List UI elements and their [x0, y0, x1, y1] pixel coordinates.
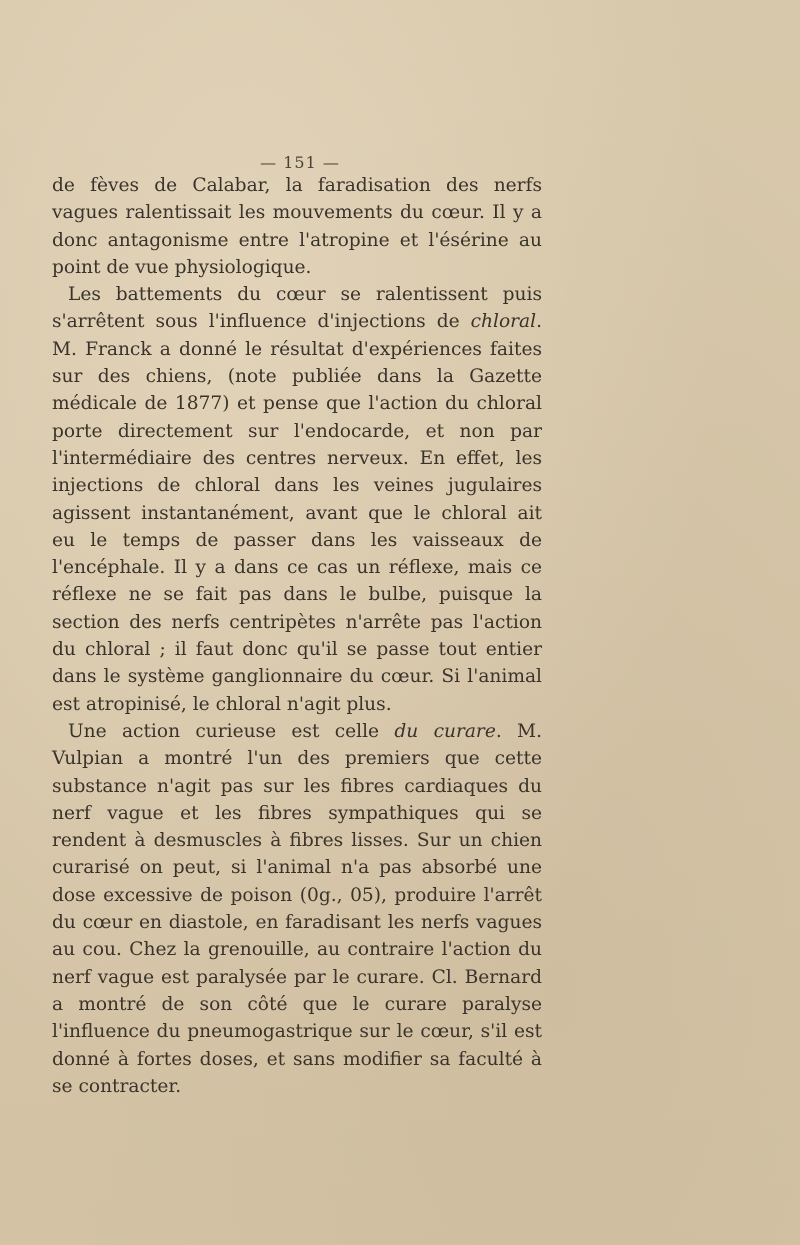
paragraph-3-italic-curare: du curare	[394, 720, 496, 742]
paragraph-2	[52, 281, 542, 718]
paragraph-3-text-a: Une action curieuse est celle	[68, 720, 395, 742]
page-number: — 151 —	[260, 153, 340, 172]
paragraph-3	[52, 718, 542, 1100]
body-text	[52, 172, 542, 1100]
paragraph-1-text: de fèves de Calabar, la faradisation des nerfs vagues ralentissait les mouvements du cœur. Il y a donc antagonisme entre l'atropine et l'ésérine au point de vue physiologique.	[52, 175, 542, 278]
paragraph-3-text-b: . M. Vulpian a montré l'un des premiers que cette substance n'agit pas sur les fibres cardiaques du nerf vague et les fibres sympathiques qui se rendent à desmuscles à fibres lisses. Sur un chien curarisé on peut, si l'animal n'a pas absorbé une dose excessive de poison (0g., 05), produire l'arrêt du cœur en diastole, en faradisant les nerfs vagues au cou. Chez la grenouille, au contraire l'action du nerf vague est paralysée par le curare. Cl. Bernard a montré de son côté que le curare paralyse l'influence du pneumogastrique sur le cœur, s'il est donné à fortes doses, et sans modifier sa faculté à se contracter.	[52, 720, 542, 1097]
paragraph-2-text-b: . M. Franck a donné le résultat d'expériences faites sur des chiens, (note publiée dans la Gazette médicale de 1877) et pense que l'action du chloral porte directement sur l'endocarde, et non par l'intermédiaire des centres nerveux. En effet, les injections de chloral dans les veines jugulaires agissent instantanément, avant que le chloral ait eu le temps de passer dans les vaisseaux de l'encéphale. Il y a dans ce cas un réflexe, mais ce réflexe ne se fait pas dans le bulbe, puisque la section des nerfs centripètes n'arrête pas l'action du chloral ; il faut donc qu'il se passe tout entier dans le système ganglionnaire du cœur. Si l'animal est atropinisé, le chloral n'agit plus.	[52, 311, 542, 715]
paragraph-2-text-a: Les battements du cœur se ralentissent puis s'arrêtent sous l'influence d'injections de	[52, 284, 542, 333]
paragraph-2-italic-chloral: chloral	[470, 311, 537, 333]
paragraph-1	[52, 172, 542, 281]
